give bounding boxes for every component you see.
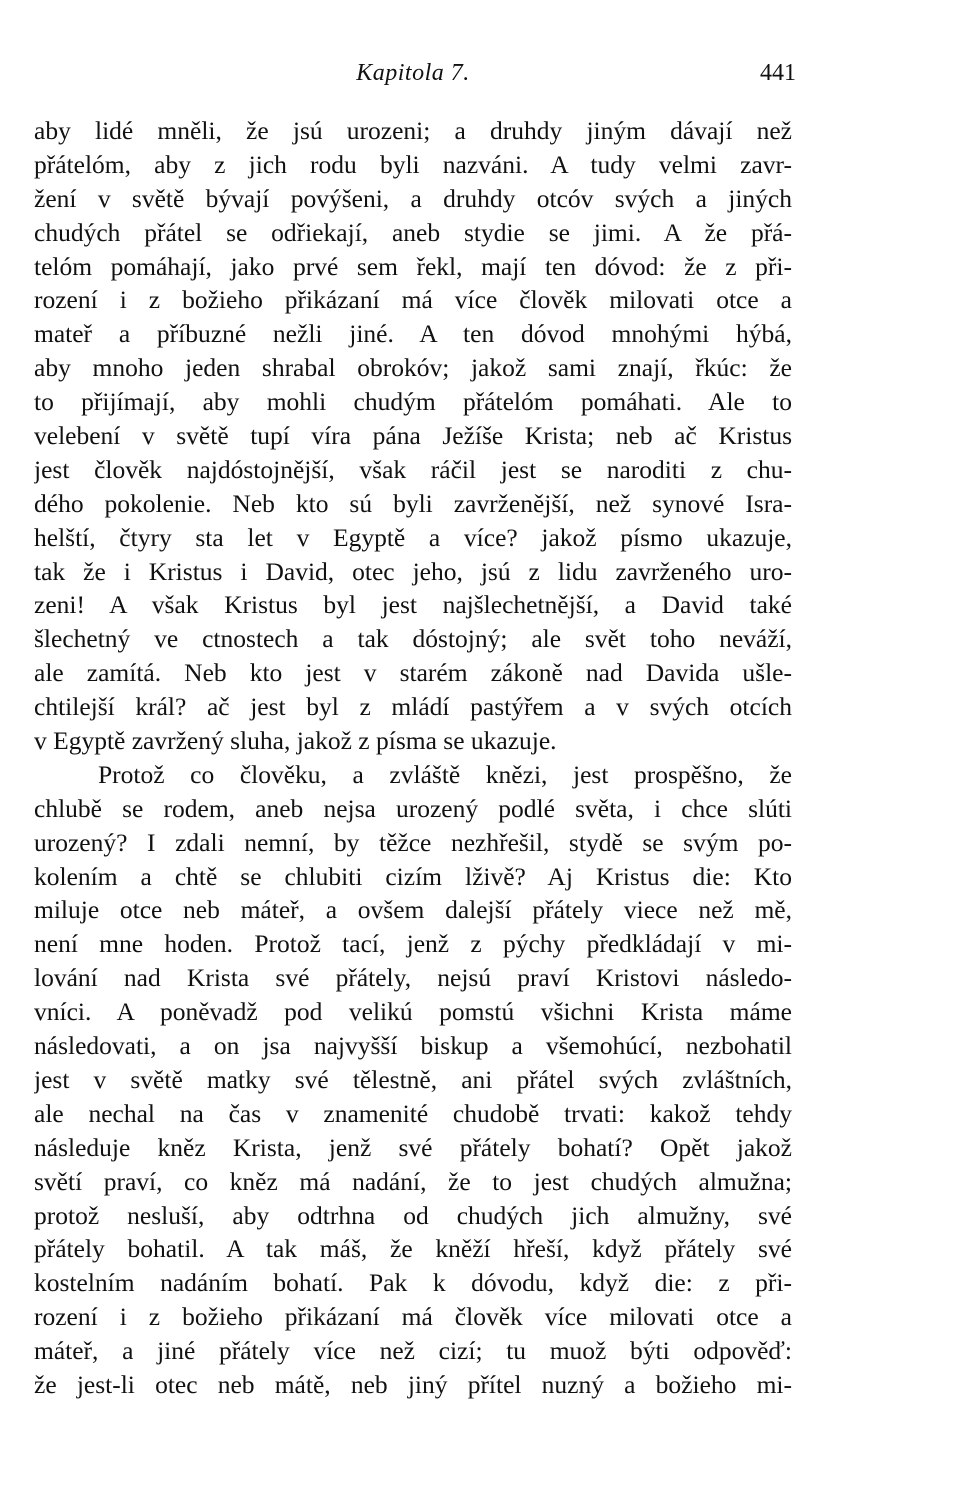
text-line: protož nesluší, aby odtrhna od chudých jich almužny, své <box>34 1200 792 1230</box>
text-line: následovati, a on jsa najvyšší biskup a všemohúcí, nezbohatil <box>34 1031 792 1061</box>
text-line: ale nechal na čas v znamenité chudobě trvati: kakož tehdy <box>34 1098 792 1128</box>
text-line: chlubě se rodem, aneb nejsa urozený podlé světa, i chce slúti <box>34 793 792 823</box>
text-line: přátely bohatil. A tak máš, že kněží hřeší, když přátely své <box>34 1234 792 1264</box>
page-header <box>30 60 796 94</box>
text-line: není mne hoden. Protož tací, jenž z pýchy předkládají v mi- <box>34 929 792 959</box>
text-line: aby lidé mněli, že jsú urozeni; a druhdy jiným dávají než <box>34 116 792 145</box>
text-line: rození i z božieho přikázaní má člověk více milovati otce a <box>34 1302 792 1332</box>
text-line: Protož co člověku, a zvláště knězi, jest prospěšno, že <box>98 759 792 789</box>
text-line: v Egyptě zavržený sluha, jakož z písma se ukazuje. <box>34 726 557 756</box>
text-line: přátelóm, aby z jich rodu byli nazváni. A tudy velmi zavr- <box>34 149 792 179</box>
text-line: lování nad Krista své přátely, nejsú praví Kristovi následo- <box>34 963 792 993</box>
text-line: helští, čtyry sta let v Egyptě a více? jakož písmo ukazuje, <box>34 522 792 552</box>
text-line: velebení v světě tupí víra pána Ježíše Krista; neb ač Kristus <box>34 421 792 451</box>
text-line: kostelním nadáním bohatí. Pak k dóvodu, když die: z při- <box>34 1268 792 1298</box>
text-line: to přijímají, aby mohli chudým přátelóm pomáhati. Ale to <box>34 387 792 417</box>
text-line: následuje kněz Krista, jenž své přátely bohatí? Opět jakož <box>34 1132 792 1162</box>
text-line: zeni! A však Kristus byl jest najšlechetnější, a David také <box>34 590 792 620</box>
running-title: Kapitola 7. <box>356 60 470 86</box>
text-line: mateř a příbuzné nežli jiné. A ten dóvod mnohými hýbá, <box>34 319 792 349</box>
page-number: 441 <box>760 60 796 86</box>
body-text <box>34 114 792 1402</box>
text-line: jest člověk najdóstojnější, však ráčil jest se naroditi z chu- <box>34 454 792 484</box>
text-line: že jest-li otec neb mátě, neb jiný přítel nuzný a božieho mi- <box>34 1369 792 1399</box>
text-line: miluje otce neb máteř, a ovšem dalejší přátely viece než mě, <box>34 895 792 925</box>
text-line: žení v světě bývají povýšeni, a druhdy otcóv svých a jiných <box>34 183 792 213</box>
text-line: telóm pomáhají, jako prvé sem řekl, mají ten dóvod: že z při- <box>34 251 792 281</box>
text-line: vníci. A poněvadž pod velikú pomstú všichni Krista máme <box>34 997 792 1027</box>
text-line: chudých přátel se odřiekají, aneb stydie se jimi. A že přá- <box>34 217 792 247</box>
text-line: dého pokolenie. Neb kto sú byli zavrženější, než synové Isra- <box>34 488 792 518</box>
text-line: urozený? I zdali nemní, by těžce nezhřešil, stydě se svým po- <box>34 827 792 857</box>
text-line: jest v světě matky své tělestně, ani přátel svých zvláštních, <box>34 1064 792 1094</box>
text-line: rození i z božieho přikázaní má více člověk milovati otce a <box>34 285 792 315</box>
text-line: chtilejší král? ač jest byl z mládí pastýřem a v svých otcích <box>34 692 792 722</box>
text-line: ale zamítá. Neb kto jest v starém zákoně nad Davida ušle- <box>34 658 792 688</box>
text-line: kolením a chtě se chlubiti cizím lživě? Aj Kristus die: Kto <box>34 861 792 891</box>
text-line: šlechetný ve ctnostech a tak dóstojný; ale svět toho neváží, <box>34 624 792 654</box>
text-line: máteř, a jiné přátely více než cizí; tu muož býti odpověď: <box>34 1336 792 1366</box>
text-line: aby mnoho jeden shrabal obrokóv; jakož sami znají, řkúc: že <box>34 353 792 383</box>
text-line: světí praví, co kněz má nadání, že to jest chudých almužna; <box>34 1166 792 1196</box>
text-line: tak že i Kristus i David, otec jeho, jsú z lidu zavrženého uro- <box>34 556 792 586</box>
